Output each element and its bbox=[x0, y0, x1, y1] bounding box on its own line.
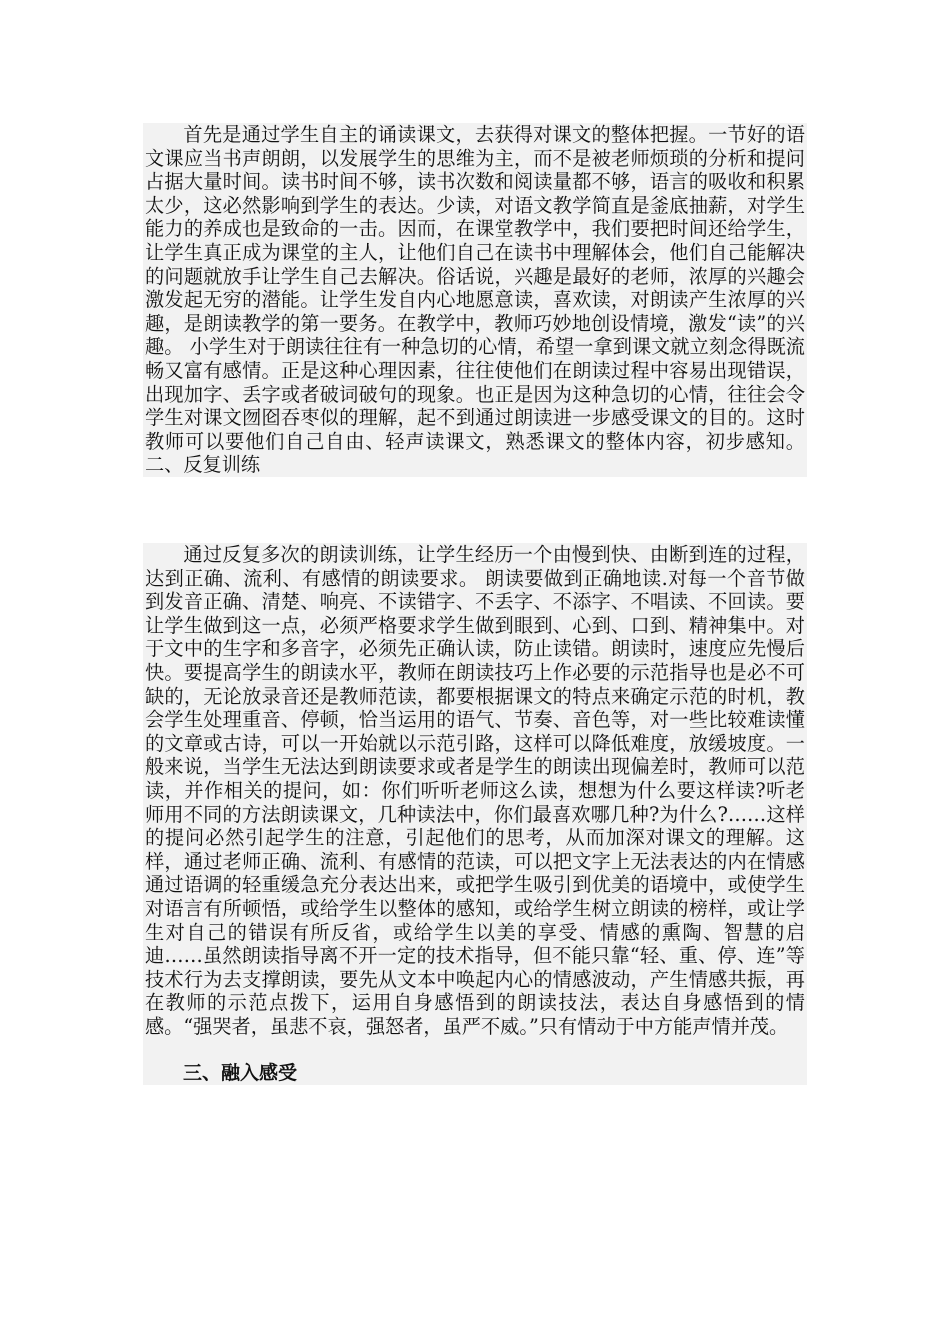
text-block-second bbox=[143, 543, 807, 1085]
paragraph-reading-interest: 首先是通过学生自主的诵读课文，去获得对课文的整体把握。一节好的语文课应当书声朗朗，以发展学生的思维为主，而不是被老师烦琐的分析和提问占据大量时间。读书时间不够，读书次数和阅读量都不够，语言的吸收和积累太少，这必然影响到学生的表达。少读，对语文教学简直是釜底抽薪，对学生能力的养成也是致命的一击。因而，在课堂教学中，我们要把时间还给学生，让学生真正成为课堂的主人，让他们自己在读书中理解体会，他们自己能解决的问题就放手让学生自己去解决。俗话说，兴趣是最好的老师，浓厚的兴趣会激发起无穷的潜能。让学生发自内心地愿意读，喜欢读，对朗读产生浓厚的兴趣，是朗读教学的第一要务。在教学中，教师巧妙地创设情境，激发“读”的兴趣。 小学生对于朗读往往有一种急切的心情，希望一拿到课文就立刻念得既流畅又富有感情。正是这种心理因素，往往使他们在朗读过程中容易出现错误，出现加字、丢字或者破词破句的现象。也正是因为这种急切的心情，往往会令学生对课文囫囵吞枣似的理解，起不到通过朗读进一步感受课文的目的。这时教师可以要他们自己自由、轻声读课文，熟悉课文的整体内容，初步感知。 二、反复训练 bbox=[145, 123, 805, 477]
paragraph-spacer bbox=[145, 1038, 805, 1061]
section-heading-3: 三、融入感受 bbox=[183, 1062, 298, 1085]
paragraph-repeated-training: 通过反复多次的朗读训练，让学生经历一个由慢到快、由断到连的过程，达到正确、流利、有感情的朗读要求。 朗读要做到正确地读.对每一个音节做到发音正确、清楚、响亮、不读错字、不丢字、不添字、不唱读、不回读。要让学生做到这一点，必须严格要求学生做到眼到、心到、口到、精神集中。对于文中的生字和多音字，必须先正确认读，防止读错。朗读时，速度应先慢后快。要提高学生的朗读水平，教师在朗读技巧上作必要的示范指导也是必不可缺的，无论放录音还是教师范读，都要根据课文的特点来确定示范的时机，教会学生处理重音、停顿，恰当运用的语气、节奏、音色等，对一些比较难读懂的文章或古诗，可以一开始就以示范引路，这样可以降低难度，放缓坡度。一般来说，当学生无法达到朗读要求或者是学生的朗读出现偏差时，教师可以范读，并作相关的提问，如：你们听听老师这么读，想想为什么要这样读?听老师用不同的方法朗读课文，几种读法中，你们最喜欢哪几种?为什么?……这样的提问必然引起学生的注意，引起他们的思考，从而加深对课文的理解。这样，通过老师正确、流利、有感情的范读，可以把文字上无法表达的内在情感通过语调的轻重缓急充分表达出来，或把学生吸引到优美的语境中，或使学生对语言有所顿悟，或给学生以整体的感知，或给学生树立朗读的榜样，或让学生对自己的错误有所反省，或给学生以美的享受、情感的熏陶、智慧的启迪……虽然朗读指导离不开一定的技术指导，但不能只靠“轻、重、停、连”等技术行为去支撑朗读，要先从文本中唤起内心的情感波动，产生情感共振，再在教师的示范点拨下，运用自身感悟到的朗读技法，表达自身感悟到的情感。“强哭者，虽悲不哀，强怒者，虽严不威。”只有情动于中方能声情并茂。 bbox=[145, 543, 805, 1038]
text-block-first bbox=[143, 123, 807, 477]
